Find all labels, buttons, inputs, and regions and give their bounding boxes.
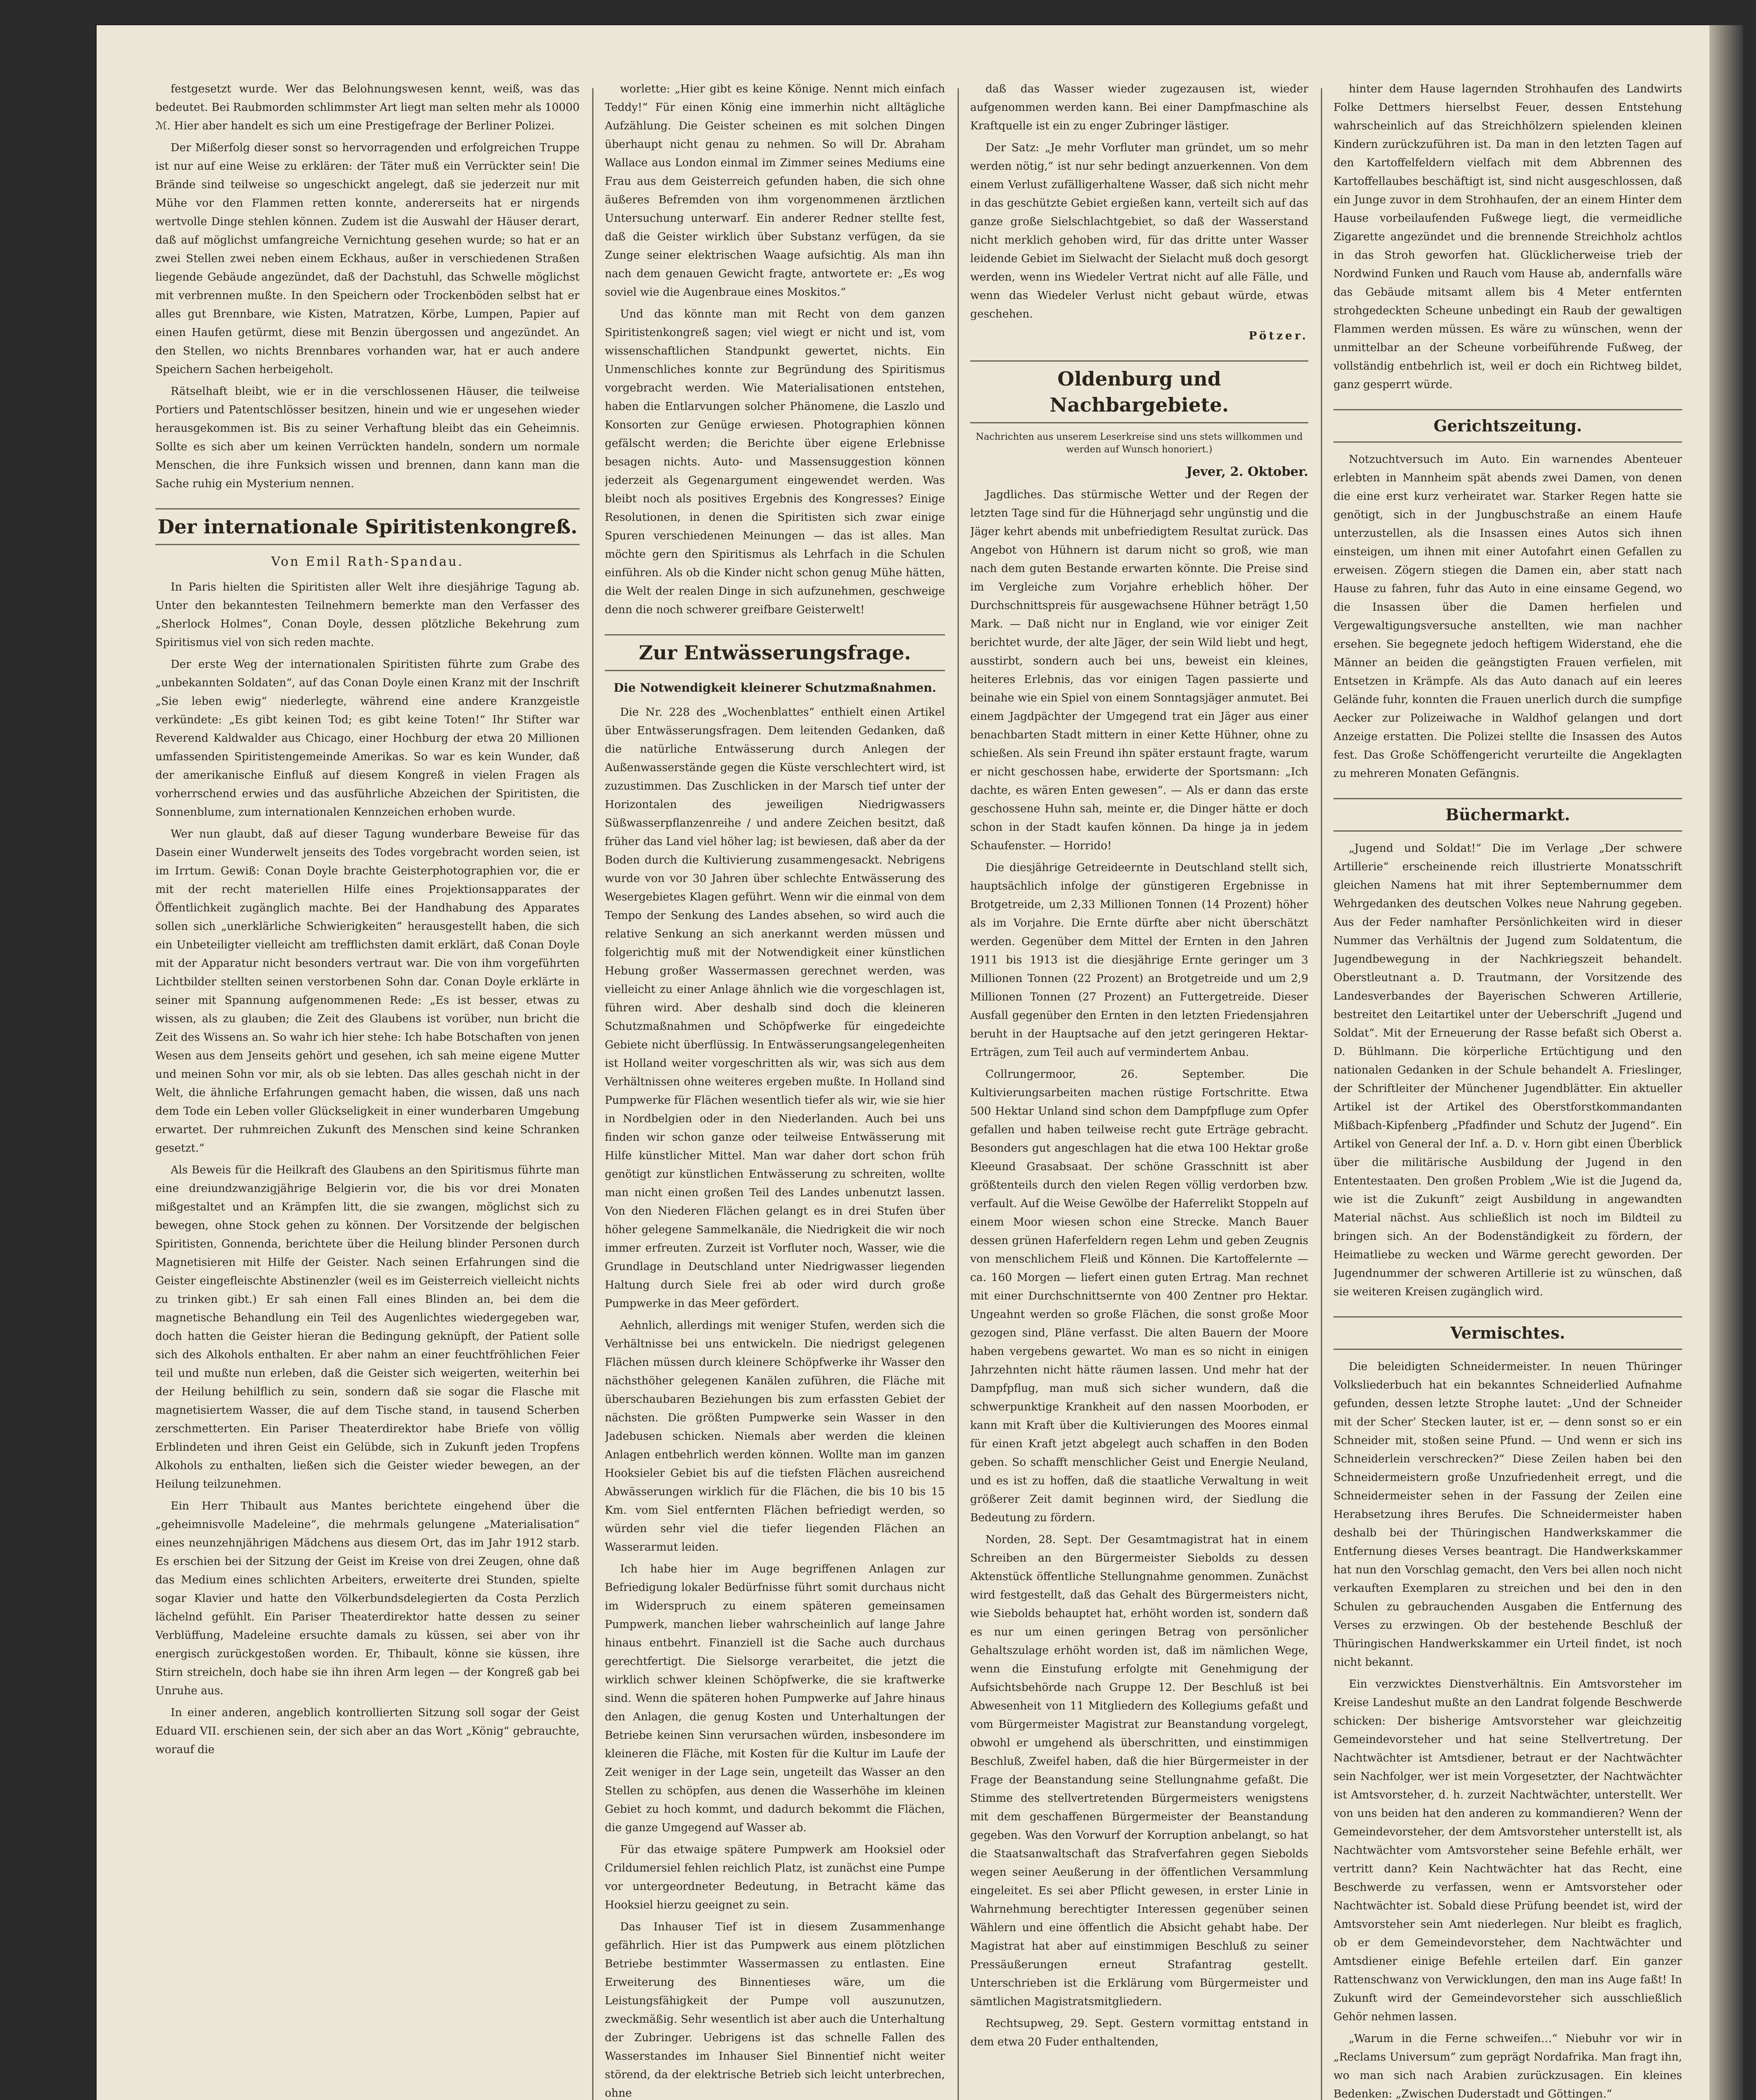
column-1	[155, 80, 580, 2100]
article-paragraph: Wer nun glaubt, daß auf dieser Tagung wunderbare Beweise für das Dasein einer Wunderwelt jenseits des Todes vorgebracht worden seien, ist im Irrtum. Gewiß: Conan Doyle brachte Geisterphotographien vor, die er mit der recht materiellen Hilfe eines Projektionsapparates der Öffentlichkeit zugänglich machte. Bei der Handhabung des Apparates sollen sich „unerklärliche Schwierigkeiten“ herausgestellt haben, die sich ein Unbeteiligter vielleicht am trefflichsten damit erklärt, daß Conan Doyle mit der Apparatur nicht besonders vertraut war. Die von ihm vorgeführten Lichtbilder stellten seinen verstorbenen Sohn dar. Conan Doyle erklärte in seiner mit Spannung aufgenommenen Rede: „Es ist besser, etwas zu wissen, als zu glauben; die Zeit des Glaubens ist vorüber, nun bricht die Zeit des Wissens an. So wahr ich hier stehe: Ich habe Botschaften von jenen Wesen aus dem Jenseits gehört und gesehen, ich sah meine eigene Mutter und meinen Sohn vor mir, als ob sie lebten. Das alles geschah nicht in der Welt, die ähnliche Erfahrungen gemacht haben, die wissen, daß uns nach dem Tode ein Leben voller Glückseligkeit in einer wunderbaren Umgebung erwartet. Der ruhmreichen Zukunft des Menschen sind keine Schranken gesetzt.“	[155, 828, 580, 1155]
article-paragraph: Das Inhauser Tief ist in diesem Zusammenhange gefährlich. Hier ist das Pumpwerk aus einem plötzlichen Betriebe bestimmter Wassermassen zu entlasten. Eine Erweiterung des Binnentieses wäre, um die Leistungsfähigkeit der Pumpe voll auszunutzen, zweckmäßig. Sehr wesentlich ist aber auch die Unterhaltung der Zubringer. Uebrigens ist das schnelle Fallen des Wasserstandes im Inhauser Siel Binnentief nicht weiter störend, da der elektrische Betrieb sich leicht unterbrechen, ohne	[605, 1921, 945, 2100]
page-edge	[1709, 25, 1743, 2100]
column-4	[1333, 80, 1682, 2100]
article-paragraph: Norden, 28. Sept. Der Gesamtmagistrat hat in einem Schreiben an den Bürgermeister Siebolds zu dessen Aktenstück öffentliche Stellungnahme genommen. Zunächst wird festgestellt, daß das Gehalt des Bürgermeisters nicht, wie Siebolds behauptet hat, erhöht worden ist, sondern daß es nur um einen geringen Betrag von persönlicher Gehaltszulage erhöht worden ist, daß im nämlichen Wege, wenn die Einstufung erfolgte mit Genehmigung der Aufsichtsbehörde nach Gruppe 12. Der Beschluß ist bei Abwesenheit von 11 Mitgliedern des Kollegiums gefaßt und vom Bürgermeister Magistrat zur Beanstandung vorgelegt, obwohl er umgehend als überschritten, und einstimmigen Beschluß, Zweifel haben, daß die hier Bürgermeister in der Frage der Beanstandung seine Stellungnahme gefaßt. Die Stimme des stellvertretenden Bürgermeisters wenigstens mit dem geschaffenen Bürgermeister der Beanstandung gegeben. Was den Vorwurf der Korruption anbelangt, so hat die Staatsanwaltschaft das Strafverfahren gegen Siebolds wegen seiner Aeußerung in der öffentlichen Versammlung eingeleitet. Es sei aber Pflicht gewesen, in erster Linie in Wahrnehmung berechtigter Interessen gegenüber seinen Wählern und eine öffentlich die Absicht gehabt habe. Der Magistrat hat aber auf einstimmigen Beschluß zu seiner Pressäußerungen erneut Strafantrag gestellt. Unterschrieben ist die Erklärung vom Bürgermeister und sämtlichen Magistratsmitgliedern.	[970, 1533, 1308, 2008]
article-paragraph: Für das etwaige spätere Pumpwerk am Hooksiel oder Crildumersiel fehlen reichlich Platz, ist zunächst eine Pumpe vor untergeordneter Bedeutung, in Betracht käme das Hooksiel hierzu geeignet zu sein.	[605, 1843, 945, 1911]
article-paragraph: Collrungermoor, 26. September. Die Kultivierungsarbeiten machen rüstige Fortschritte. Etwa 500 Hektar Unland sind schon dem Dampfpfluge zum Opfer gefallen und haben teilweise recht gute Erträge gebracht. Besonders gut angeschlagen hat die etwa 100 Hektar große Kleeund Grasabsaat. Der schöne Grasschnitt ist aber größtenteils durch den vielen Regen völlig verdorben bzw. verfault. Auf die Weise Gewölbe der Haferrelikt Stoppeln auf einem Moor wiesen schon eine Strecke. Manch Bauer dessen grünen Haferfeldern regen Lehm und geben Zeugnis von menschlichem Fleiß und Können. Die Kartoffelernte — ca. 160 Morgen — liefert einen guten Ertrag. Man rechnet mit einer Durchschnittsernte von 400 Zentner pro Hektar. Ungeahnt werden so große Flächen, die sonst große Moor gezogen sind, Pläne verfasst. Die alten Bauern der Moore haben vergebens gewartet. Wo man es so nicht in einigen Jahrzehnten nicht hätte räumen lassen. Und mehr hat der Dampfpflug, man muß sich sicher wundern, daß die schwerpunktige Krankheit auf den nassen Moorboden, er kann mit Kraft über die Kultivierungen des Moores einmal für einen Kraft jetzt abgelegt auch schaffen in den Boden geben. So schafft menschlicher Geist und Energie Neuland, und es ist zu hoffen, daß die staatliche Verwaltung in weit größerer Zeit damit beginnen wird, der Siedlung die Bedeutung zu fördern.	[970, 1068, 1308, 1524]
article-paragraph: Als Beweis für die Heilkraft des Glaubens an den Spiritismus führte man eine dreiundzwanzigjährige Belgierin vor, die bis vor drei Monaten mißgestaltet und an Krämpfen litt, die sie zwangen, möglichst sich zu bewegen, ohne Stock gehen zu können. Der Vorsitzende der belgischen Spiritisten, Gonnenda, berichtete über die Heilung blinder Personen durch Magnetisieren mit Hilfe der Geister. Nach seinen Erfahrungen sind die Geister eingefleischte Abstinenzler (weil es im Geisterreich vielleicht nichts zu trinken gibt.) Er sah einen Fall eines Blinden an, bei dem die magnetische Behandlung ein Teil des Augenlichtes wiedergegeben war, doch hatten die Geister hieran die Bedingung geknüpft, der Patient solle sich des Alkohols enthalten. Er aber nahm an einer feuchtfröhlichen Feier teil und mußte nun erleben, daß die Geister sich weigerten, weiterhin bei der Heilung behilflich zu sein, sondern daß sie sogar die Flasche mit magnetisiertem Wasser, die auf dem Tische stand, in tausend Scherben zerschmetterten. Ein Pariser Theaterdirektor habe Briefe von völlig Erblindeten und ihren Geist ein Gelübde, sich in Zukunft jeden Tropfens Alkohols zu enthalten, ließen sich die Geister wieder bewegen, an der Heilung teilzunehmen.	[155, 1164, 580, 1491]
article-paragraph: In einer anderen, angeblich kontrollierten Sitzung soll sogar der Geist Eduard VII. erschienen sein, der sich aber an das Wort „König“ gebrauchte, worauf die	[155, 1706, 580, 1756]
article-paragraph: Der Satz: „Je mehr Vorfluter man gründet, um so mehr werden nötig,“ ist nur sehr bedingt anzuerkennen. Von dem einem Verlust zufälligerhaltene Wasser, daß sich nicht mehr in das geschützte Gebiet ergießen kann, verteilt sich auf das ganze große Sielschlachtgebiet, so daß der Wasserstand nicht merklich gehoben wird, für das dritte unter Wasser leidende Gebiet im Sielwacht der Sielacht muß doch gesorgt werden, wenn ins Wiedeler Vertrat nicht auf alle Fälle, und wenn das Wiedeler Verlust nicht gebaut würde, etwas geschehen.	[970, 142, 1308, 320]
article-paragraph: Der erste Weg der internationalen Spiritisten führte zum Grabe des „unbekannten Soldaten“, auf das Conan Doyle einen Kranz mit der Inschrift „Sie leben ewig“ niederlegte, während eine andere Kranzgeistle verkündete: „Es gibt keinen Tod; es gibt keine Toten!“ Ihr Stifter war Reverend Kaldwalder aus Chicago, einer Hochburg der etwa 20 Millionen umfassenden Spiritistengemeinde Amerikas. So war es kein Wunder, daß der amerikanische Einfluß auf diesem Kongreß in vielen Fragen als vorherrschend erwies und das ausführliche Abzeichen der Spiritisten, die Sonnenblume, zum internationalen Kennzeichen erhoben wurde.	[155, 658, 580, 819]
article-paragraph: daß das Wasser wieder zugezausen ist, wieder aufgenommen werden kann. Bei einer Dampfmaschine als Kraftquelle ist ein zu enger Zubringer lästiger.	[970, 83, 1308, 132]
article-paragraph: „Jugend und Soldat!“ Die im Verlage „Der schwere Artillerie“ erscheinende reich illustrierte Monatsschrift gleichen Namens hat mit ihrer Septembernummer dem Wehrgedanken des deutschen Volkes neue Nahrung gegeben. Aus der Feder namhafter Persönlichkeiten wird in dieser Nummer das Verhältnis der Jugend zum Soldatentum, die Jugendbewegung in der Nachkriegszeit behandelt. Oberstleutnant a. D. Trautmann, der Vorsitzende des Landesverbandes der Bayerischen Schweren Artillerie, bestreitet den Leitartikel unter der Ueberschrift „Jugend und Soldat“. Mit der Erneuerung der Rasse befaßt sich Oberst a. D. Bühlmann. Die körperliche Ertüchtigung und den nationalen Gedanken in der Schule behandelt A. Frieslinger, der Schriftleiter der Münchener Jugendblätter. Ein aktueller Artikel ist der Artikel des Oberstforstkommandanten Mißbach-Kipfenberg „Pfadfinder und Schutz der Jugend“. Ein Artikel von General der Inf. a. D. v. Horn gibt einen Überblick über die militärische Ausbildung der Jugend in den Ententestaaten. Den großen Problem „Wie ist die Jugend da, wie ist die Zukunft“ zeigt Ausbildung in angewandten Material nächst. Aus schließlich ist noch im Bildteil zu bringen sich. An der Bodenständigkeit zu fördern, der Heimatliebe zu wecken und Wärme gerecht geworden. Der Jugendnummer der schweren Artillerie ist zu wünschen, daß sie weiteren Kreisen zugänglich wird.	[1333, 842, 1682, 1298]
column-3	[970, 80, 1308, 2100]
article-paragraph: In Paris hielten die Spiritisten aller Welt ihre diesjährige Tagung ab. Unter den bekanntesten Teilnehmern bemerkte man den Verfasser des „Sherlock Holmes“, Conan Doyle, dessen plötzliche Bekehrung zum Spiritismus viel von sich reden machte.	[155, 581, 580, 649]
article-paragraph: Notzuchtversuch im Auto. Ein warnendes Abenteuer erlebten in Mannheim spät abends zwei Damen, von denen die eine erst kurz verheiratet war. Starker Regen hatte sie genötigt, sich in der Jungbuschstraße an einem Haufe unterzustellen, als die Insassen eines Autos sich ihnen einsteigen, um ihnen mit einer Autofahrt einen Gefallen zu erweisen. Zögern stiegen die Damen ein, aber statt nach Hause zu fahren, fuhr das Auto in eine einsame Gegend, wo die Insassen über die Damen herfielen und Vergewaltigungsversuche anstellten, wie man nachher ersehen. Sie begegnete jedoch heftigem Widerstand, ehe die Männer an beiden die geängstigten Frauen verfielen, mit Entsetzen in Krämpfe. Als das Auto danach auf ein leeres Gelände fuhr, konnten die Frauen unerlich durch die sumpfige Aecker zur Polizeiwache in Waldhof gelangen und dort Anzeige erstatten. Die Polizei stellte die Insassen des Autos fest. Das Große Schöffengericht verurteilte die Angeklagten zu mehreren Monaten Gefängnis.	[1333, 453, 1682, 780]
column-2	[605, 80, 945, 2100]
article-paragraph: Der Mißerfolg dieser sonst so hervorragenden und erfolgreichen Truppe ist nur auf eine Weise zu erklären: der Täter muß ein Verrückter sein! Die Brände sind teilweise so ungeschickt angelegt, daß sie jederzeit nur mit Mühe vor den Flammen retten konnte, andererseits hat er nirgends wertvolle Dinge stehlen können. Zudem ist die Auswahl der Häuser derart, daß auf möglichst umfangreiche Vernichtung gesehen wurde; so hat er an zwei Stellen zwei neben einem Eckhaus, außer in verschiedenen Straßen liegende Gebäude angezündet, daß der Dachstuhl, das Schwelle möglichst mit verbrennen mußte. In den Speichern oder Trockenböden selbst hat er alles gut Brennbare, wie Kisten, Matratzen, Körbe, Lumpen, Papier auf einen Haufen getürmt, diese mit Benzin übergossen und angezündet. An den Stellen, wo nichts Brennbares vorhanden war, hat er auch andere Speichern Sachen herbeigeholt.	[155, 142, 580, 376]
section-heading: Oldenburg und Nachbargebiete.	[970, 360, 1308, 423]
article-paragraph: Ich habe hier im Auge begriffenen Anlagen zur Befriedigung lokaler Bedürfnisse führt somit durchaus nicht im Widerspruch zu einem späteren gemeinsamen Pumpwerk, manchen lieber wahrscheinlich auf lange Jahre hinaus entbehrt. Finanziell ist die Sache auch durchaus gerechtfertigt. Die Sielsorge verarbeitet, die jetzt die wirklich schwer kleinen Schöpfwerke, die sie kraftwerke sind. Wenn die späteren hohen Pumpwerke auf Jahre hinaus den Anlagen, die genug Kosten und Unterhaltungen der Betriebe keinen Sinn verursachen würden, insbesondere im kleineren die Fläche, mit Kosten für die Kultur im Laufe der Zeit weniger in der Lage sein, ungeteilt das Wasser an den Stellen zu schöpfen, aus denen die Wasserhöhe im kleinen Gebiet zu hoch kommt, und dadurch bekommt die Flächen, die ganze Umgegend auf Wasser ab.	[605, 1563, 945, 1834]
article-paragraph: Die beleidigten Schneidermeister. In neuen Thüringer Volksliederbuch hat ein bekanntes Schneiderlied Aufnahme gefunden, dessen letzte Strophe lautet: „Und der Schneider mit der Scher’ Stecken lauter, ist er, — denn sonst so er ein Schneider mit, stoßen seine Pfund. — Und wenn er sich ins Schneiderlein verschrecken?“ Diese Zeilen haben bei den Schneidermeistern große Unzufriedenheit erregt, und die Schneidermeister sehen in der Fassung der Zeilen eine Herabsetzung ihres Berufes. Die Schneidermeister haben deshalb bei der Thüringischen Handwerkskammer die Entfernung dieses Verses beantragt. Die Handwerkskammer hat nun den Vorschlag gemacht, den Vers bei allen noch nicht verkauften Exemplaren zu streichen und bei den in den Schulen zu gebrauchenden Ausgaben die Entfernung des Verses zu erzwingen. Ob der bestehende Beschluß der Thüringischen Handwerkskammer ein Urteil findet, ist noch nicht bekannt.	[1333, 1360, 1682, 1669]
article-heading: Der internationale Spiritistenkongreß.	[155, 508, 580, 545]
article-paragraph: hinter dem Hause lagernden Strohhaufen des Landwirts Folke Dettmers hierselbst Feuer, dessen Entstehung wahrscheinlich auf das Streichhölzern spielenden kleinen Kindern zurückzuführen ist. Da man in den letzten Tagen auf den Kartoffelfeldern vielfach mit dem Abbrennen des Kartoffellaubes beschäftigt ist, sind nicht ausgeschlossen, daß ein Junge zuvor in dem Strohhaufen, der an einem Hinter dem Hause vorbeilaufenden Fußwege liegt, die vermeidliche Zigarette angezündet und die brennende Streichholz achtlos in das Stroh geworfen hat. Glücklicherweise trieb der Nordwind Funken und Rauch vom Hause ab, andernfalls wäre das Gebäude mitsamt allem bis 4 Meter entfernten strohgedeckten Scheune unbedingt ein Raub der gewaltigen Flammen werden müssen. Es wäre zu wünschen, wenn der unmittelbar an der Scheune vorbeiführende Fußweg, der vollständig entbehrlich ist, weil er doch ein Richtweg bildet, ganz gesperrt würde.	[1333, 83, 1682, 391]
author-signature: Pötzer.	[1249, 330, 1308, 342]
byline: Von Emil Rath-Spandau.	[271, 554, 464, 569]
article-paragraph: festgesetzt wurde. Wer das Belohnungswesen kennt, weiß, was das bedeutet. Bei Raubmorden schlimmster Art liegt man selten mehr als 10000 ℳ. Hier aber handelt es sich um eine Prestigefrage der Berliner Polizei.	[155, 83, 580, 132]
article-paragraph: Die Nr. 228 des „Wochenblattes“ enthielt einen Artikel über Entwässerungsfragen. Dem leitenden Gedanken, daß die natürliche Entwässerung durch Anlegen der Außenwasserstände gegen die Küste verschlechtert wird, ist zuzustimmen. Das Zuschlicken in der Marsch tief unter der Horizontalen des jeweiligen Niedrigwassers Süßwasserpflanzenreihe / und andere Zeichen besitzt, daß früher das Land viel höher lag; ist bewiesen, daß aber da der Boden durch die Kultivierung zusammengesackt. Nebrigens wurde von vor 30 Jahren über schlechte Entwässerung des Wesergebietes Klagen geführt. Wenn wir die einmal von dem Tempo der Senkung des Landes absehen, so wird auch die relative Senkung an sich anerkannt werden müssen und folgerichtig muß mit der Notwendigkeit einer künstlichen Hebung großer Wassermassen gerechnet werden, was vielleicht zu einer Anlage ähnlich wie die vorgeschlagen ist, führen wird. Aber deshalb sind doch die kleineren Schutzmaßnahmen und Schöpfwerke für eingedeichte Gebiete nicht überflüssig. In Entwässerungsangelegenheiten ist Holland weiter vorgeschritten als wir, was sich aus dem Verhältnissen ohne weiteres ergeben mußte. In Holland sind Pumpwerke für Flächen wesentlich tiefer als wir, wie sie hier in Nordbelgien oder in den Niederlanden. Auch bei uns finden wir schon ganze oder teilweise Entwässerung mit Hilfe künstlicher Mittel. Man war daher dort schon früh genötigt zur künstlichen Entwässerung zu schreiten, wollte man nicht einen großen Teil des Landes unbenutzt lassen. Von den Niederen Flächen gelangt es in drei Stufen über höher gelegene Sammelkanäle, die Niedrigkeit die wir noch immer erfreuten. Zurzeit ist Vorfluter noch, Wasser, wie die Grundlage in Deutschland unter Niedrigwasser liegenden Haltung durch Siele frei ab oder wird durch große Pumpwerke in das Meer gefördert.	[605, 706, 945, 1310]
section-note: Nachrichten aus unserem Leserkreise sind uns stets willkommen und werden auf Wunsch honoriert.)	[976, 432, 1303, 455]
article-paragraph: worlette: „Hier gibt es keine Könige. Nennt mich einfach Teddy!“ Für einen König eine immerhin nicht alltägliche Aufzählung. Die Geister scheinen es mit solchen Dingen überhaupt nicht genau zu nehmen. So will Dr. Abraham Wallace aus London einmal im Zimmer seines Mediums eine Frau aus dem Geisterreich gefunden haben, die sich ohne äußeres Befremden von ihm vorgenommenen ärztlichen Untersuchung unterwarf. Ein anderer Redner stellte fest, daß die Geister wirklich über Substanz verfügen, da sie Zunge seiner elektrischen Waage aufsichtig. Als man ihn nach dem genauen Gewicht fragte, antwortete er: „Es wog soviel wie die Augenbraue eines Moskitos.“	[605, 83, 945, 299]
article-paragraph: Ein Herr Thibault aus Mantes berichtete eingehend über die „geheimnisvolle Madeleine“, die mehrmals gelungene „Materialisation“ eines neunzehnjährigen Mädchens aus diesem Ort, das im Jahr 1912 starb. Es erschien bei der Sitzung der Geist im Kreise von drei Zeugen, ohne daß das Medium eines schlichten Arbeiters, erweiterte drei Stunden, spielte sogar Klavier und hatte den Völkerbundsdelegierten da Costa Perzlich lächelnd gefühlt. Ein Pariser Theaterdirektor hatte dessen zu seiner Verblüffung, Madeleine ersuchte damals zu küssen, sei aber von ihr energisch zurückgestoßen worden. Er, Thibault, könne sie küssen, ihre Stirn streicheln, doch habe sie ihn ihren Arm legen — der Kongreß gab bei Unruhe aus.	[155, 1500, 580, 1697]
article-paragraph: Ein verzwicktes Dienstverhältnis. Ein Amtsvorsteher im Kreise Landeshut mußte an den Landrat folgende Beschwerde schicken: Der bisherige Amtsvorsteher war gleichzeitig Gemeindevorsteher und hat seine Stellvertretung. Der Nachtwächter ist Amtsdiener, betraut er der Nachtwächter sein Nachfolger, wer ist mein Vorgesetzter, der Nachtwächter ist Amtsvorsteher, d. h. zurzeit Nachtwächter, unterstellt. Wer von uns beiden hat den anderen zu kommandieren? Wenn der Gemeindevorsteher, der dem Amtsvorsteher unterstellt ist, als Nachtwächter vom Amtsvorsteher seine Befehle erhält, wer vertritt dann? Kein Nachtwächter hat das Recht, eine Beschwerde zu verfassen, wenn er Amtsvorsteher oder Nachtwächter ist. Sobald diese Prüfung beendet ist, wird der Amtsvorsteher sein Amt niederlegen. Nur bleibt es fraglich, ob er dem Gemeindevorsteher, dem Nachtwächter und Amtsdiener einige Befehle erteilen darf. Ein ganzer Rattenschwanz von Verwicklungen, den man ins Auge faßt! In Zukunft wird der Gemeindevorsteher sich ausschließlich Gehör nehmen lassen.	[1333, 1678, 1682, 2023]
article-paragraph: Rechtsupweg, 29. Sept. Gestern vormittag entstand in dem etwa 20 Fuder enthaltenden,	[970, 2017, 1308, 2048]
article-paragraph: Rätselhaft bleibt, wie er in die verschlossenen Häuser, die teilweise Portiers und Patentschlösser besitzen, hinein und wie er ungesehen wieder herausgekommen ist. Bis zu seiner Verhaftung bleibt das ein Geheimnis. Sollte es sich aber um keinen Verrückten handeln, sondern um normale Menschen, die ihre Funksich wissen und brennen, dann kann man die Sache ruhig ein Mysterium nennen.	[155, 385, 580, 490]
section-heading: Büchermarkt.	[1333, 798, 1682, 832]
article-subheading: Die Notwendigkeit kleinerer Schutzmaßnahmen.	[613, 681, 937, 695]
column-divider	[592, 88, 593, 2100]
article-paragraph: Aehnlich, allerdings mit weniger Stufen, werden sich die Verhältnisse bei uns entwickeln. Die niedrigst gelegenen Flächen müssen durch kleinere Schöpfwerke ihr Wasser den nächsthöher gelegenen Kanälen zuführen, die Fläche mit überschaubaren Beziehungen bis zum erfassten Gebiet der nächsten. Die größten Pumpwerke sein Wasser in den Jadebusen schicken. Niemals aber werden die kleinen Anlagen entbehrlich werden können. Wollte man im ganzen Hooksieler Gebiet bis auf die tiefsten Flächen ausreichend Abwässerungen wirklich für die Flächen, die bis 10 bis 15 Km. vom Siel entfernten Flächen befriedigt werden, so würden sehr viel die tiefer liegenden Flächen an Wasserarmut leiden.	[605, 1319, 945, 1554]
column-divider	[958, 88, 959, 2100]
article-paragraph: Jagdliches. Das stürmische Wetter und der Regen der letzten Tage sind für die Hühnerjagd sehr ungünstig und die Jäger kehrt abends mit unbefriedigtem Resultat zurück. Das Angebot von Hühnern ist darum nicht so groß, wie man nach dem guten Bestande erwarten könnte. Die Preise sind im Vergleiche zum Vorjahre erheblich höher. Der Durchschnittspreis für ausgewachsene Hühner beträgt 1,50 Mark. — Daß nicht nur in England, wie vor einiger Zeit berichtet wurde, der alte Jäger, der sein Wild liebt und hegt, ausstirbt, sondern auch bei uns, beweist ein kleines, heiteres Erlebnis, das vor einigen Tagen passierte und beinahe wie ein Spiel von einem Sonntagsjäger anmutet. Bei einem Jagdpächter der Umgegend trat ein Jäger aus einer benachbarten Stadt mittern in einer Kette Hühner, ohne zu schießen. Als sein Freund ihn später erstaunt fragte, warum er nicht geschossen habe, erwiderte der Sportsmann: „Ich dachte, es wären Enten gewesen“. — Als er dann das erste geschossene Huhn sah, meinte er, die Dinger hätte er doch schon in der Stadt kaufen können. Da hinge ja in jedem Schaufenster. — Horrido!	[970, 488, 1308, 852]
dateline: Jever, 2. Oktober.	[1186, 465, 1308, 479]
article-paragraph: Und das könnte man mit Recht von dem ganzen Spiritistenkongreß sagen; viel wiegt er nicht und ist, vom wissenschaftlichen Standpunkt gewertet, nichts. Ein Unmenschliches konnte zur Begründung des Spiritismus vorgebracht werden. Wie Materialisationen entstehen, haben die Entlarvungen solcher Phänomene, die Laszlo und Konsorten zur Genüge erwiesen. Photographien können gefälscht werden; die Berichte über eigene Erlebnisse besagen nichts. Auto- und Massensuggestion können jederzeit als Gegenargument eingewendet werden. Was bleibt noch als positives Ergebnis des Kongresses? Einige Resolutionen, in denen die Spiritisten sich zwar einige Spuren verschiedenen Meinungen — das ist alles. Man möchte gern den Spiritismus als Lehrfach in die Schulen einführen. Als ob die Kinder nicht schon genug Mühe hätten, die Welt der realen Dinge in sich aufzunehmen, geschweige denn die noch schwerer greifbare Geisterwelt!	[605, 308, 945, 616]
section-heading: Gerichtszeitung.	[1333, 409, 1682, 443]
article-paragraph: Die diesjährige Getreideernte in Deutschland stellt sich, hauptsächlich infolge der günstigeren Ergebnisse in Brotgetreide, um 2,33 Millionen Tonnen (14 Prozent) höher als im Vorjahre. Die Ernte dürfte aber nicht überschätzt werden. Gegenüber dem Mittel der Ernten in den Jahren 1911 bis 1913 ist die diesjährige Ernte geringer um 3 Millionen Tonnen (22 Prozent) an Brotgetreide und um 2,9 Millionen Tonnen (27 Prozent) an Futtergetreide. Dieser Ausfall gegenüber den Ernten in den letzten Friedensjahren beruht in der Hauptsache auf den jetzt geringeren Hektar-Erträgen, zum Teil auch auf vermindertem Anbau.	[970, 861, 1308, 1059]
article-paragraph: „Warum in die Ferne schweifen…“ Niebuhr vor wir in „Reclams Universum“ zum geprägt Nordafrika. Man fragt ihn, wo man sich nach Arabien zurückzusagen. Ein kleines Bedenken: „Zwischen Duderstadt und Göttingen.“	[1333, 2032, 1682, 2100]
article-heading: Zur Entwässerungsfrage.	[605, 634, 945, 671]
newspaper-page	[97, 25, 1709, 2100]
column-divider	[1321, 88, 1322, 2100]
section-heading: Vermischtes.	[1333, 1316, 1682, 1350]
